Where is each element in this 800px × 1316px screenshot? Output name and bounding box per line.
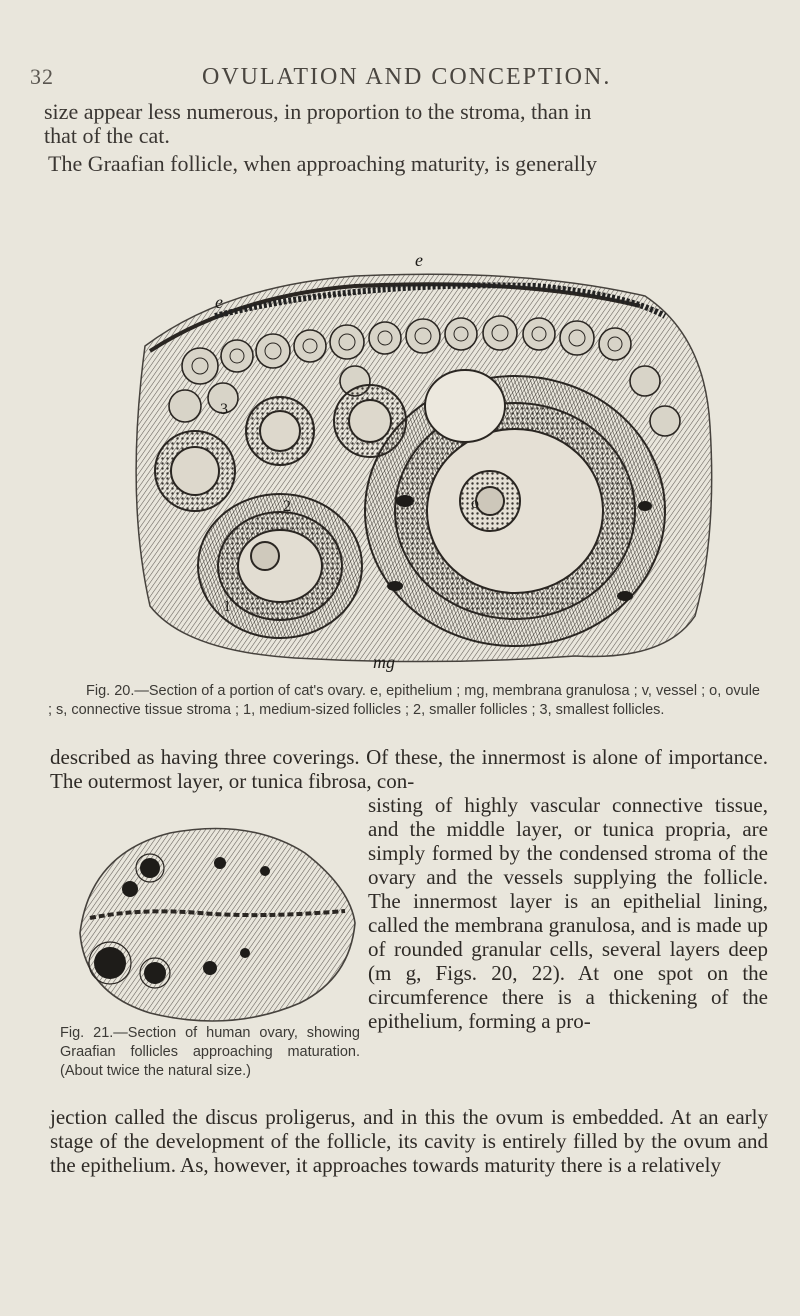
top-paragraph [44,100,766,176]
figure-20-ovary-section [105,256,727,676]
running-title: OVULATION AND CONCEPTION. [202,64,612,90]
label-e-left: e [215,292,223,312]
label-o: o [471,495,479,512]
text-block: jection called the discus proligerus, and in this the ovum is embedded. At an early stage of the development of the follicle, its cavity is entirely filled by the ovum and the epithelium. As, however, it approaches towards maturity there is a relatively [50,1105,768,1177]
figure-21-human-ovary [60,793,360,1023]
figure-20-caption [48,682,760,720]
text-line: that of the cat. [44,123,170,148]
label-mg: mg [373,652,395,672]
text-block: described as having three coverings. Of these, the innermost is alone of importance. The outermost layer, or tunica fibrosa, con- [50,745,768,793]
figure-21-caption [60,1024,360,1081]
text-line: The Graafian follicle, when approaching maturity, is generally [48,151,597,176]
running-head [30,64,770,94]
page-number: 32 [30,64,54,89]
body-paragraph-continued [50,1105,768,1177]
body-column-text [368,793,768,1033]
label-e-top: e [415,256,423,270]
label-3: 3 [220,401,228,418]
caption-text: Fig. 20.—Section of a portion of cat's ovary. e, epithelium ; mg, membrana granulosa ; v, vessel ; o, ovule ; s, connective tissue stroma ; 1, medium-sized follicles ; 2, smaller follicles ; 3, smallest follicles. [48,683,760,718]
medium-follicle-left [198,494,362,638]
label-1: 1 [223,598,231,615]
body-paragraph-intro [50,745,768,793]
text-block: sisting of highly vascular connective tissue, and the middle layer, or tunica propria, are simply formed by the condensed stroma of the ovary and the vessels supplying the follicle. The innermost layer is an epithelial lining, called the membrana granulosa, and is made up of rounded granular cells, several layers deep (m g, Figs. 20, 22). At one spot on the circumference there is a thickening of the epithelium, forming a pro- [368,793,768,1033]
caption-text: Fig. 21.—Section of human ovary, showing Graafian follicles approaching maturation. (About twice the natural size.) [60,1025,360,1079]
label-2: 2 [283,498,291,515]
text-line: size appear less numerous, in proportion to the stroma, than in [44,99,592,124]
